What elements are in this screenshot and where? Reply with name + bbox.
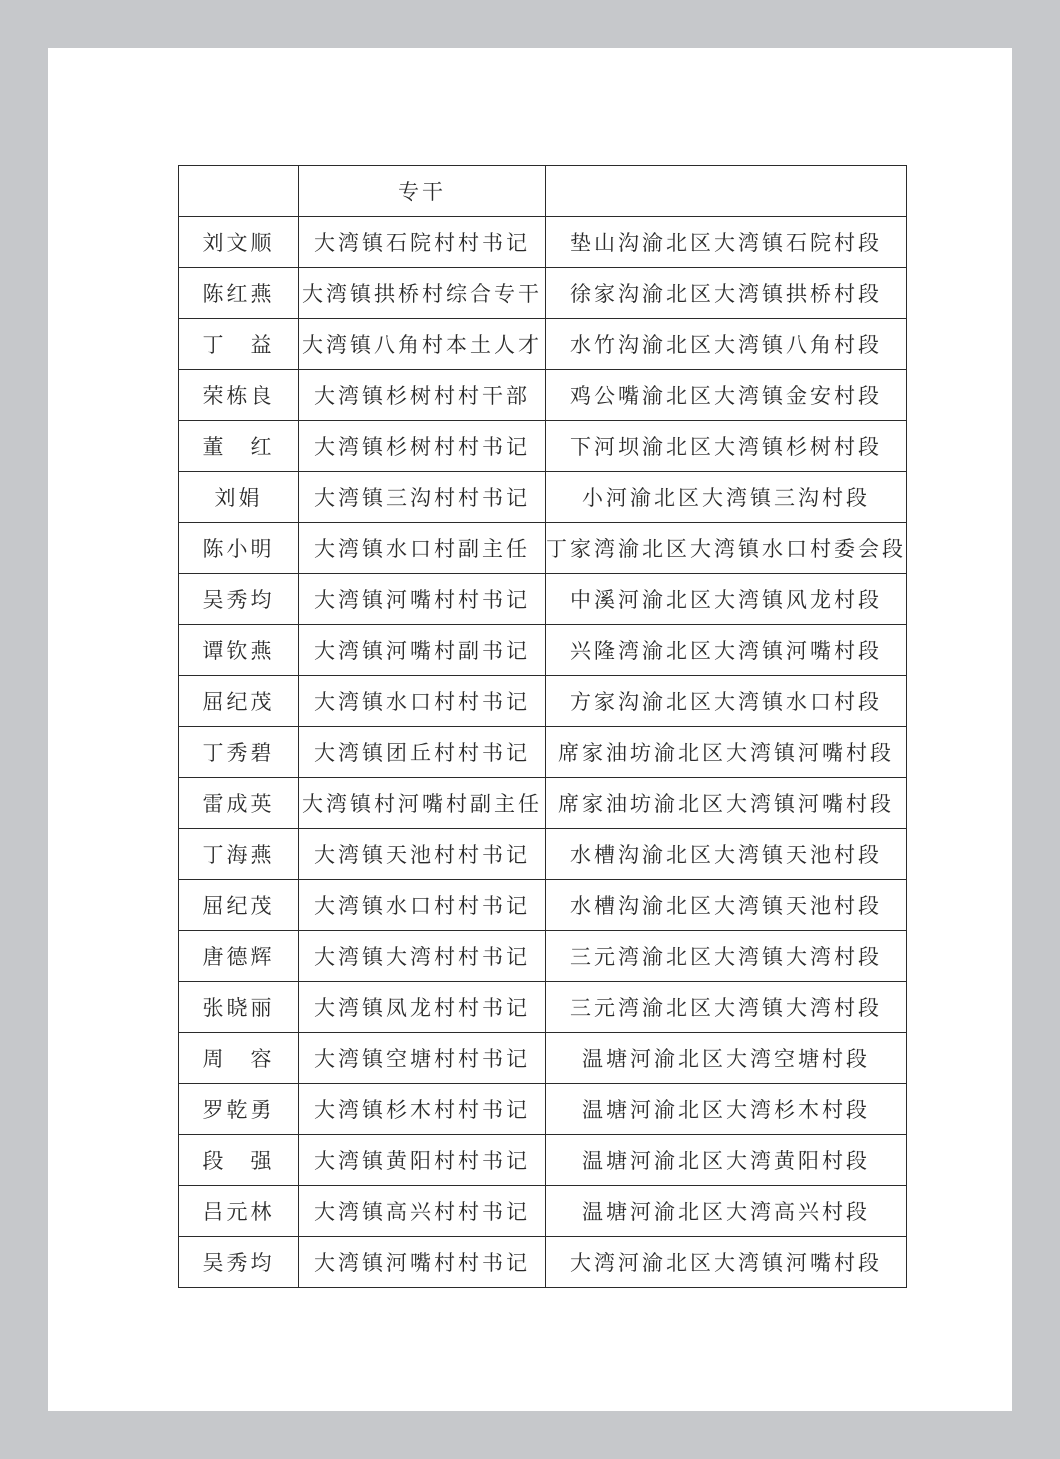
- name-cell: 唐德辉: [179, 931, 299, 982]
- table-row: [179, 727, 907, 778]
- role-cell: 大湾镇河嘴村村书记: [299, 1237, 546, 1288]
- location-cell: 三元湾渝北区大湾镇大湾村段: [546, 982, 907, 1033]
- document-page: [48, 48, 1012, 1411]
- role-cell: 大湾镇水口村村书记: [299, 676, 546, 727]
- table-row: [179, 829, 907, 880]
- role-cell: 大湾镇高兴村村书记: [299, 1186, 546, 1237]
- role-cell: 大湾镇杉树村村干部: [299, 370, 546, 421]
- roster-table: [178, 165, 907, 1288]
- role-cell: 大湾镇河嘴村村书记: [299, 574, 546, 625]
- name-cell: 刘娟: [179, 472, 299, 523]
- location-cell: 温塘河渝北区大湾黄阳村段: [546, 1135, 907, 1186]
- table-row: [179, 1084, 907, 1135]
- table-row: [179, 523, 907, 574]
- name-cell: 丁海燕: [179, 829, 299, 880]
- role-cell: 大湾镇杉木村村书记: [299, 1084, 546, 1135]
- name-cell: 吴秀均: [179, 574, 299, 625]
- location-cell: 鸡公嘴渝北区大湾镇金安村段: [546, 370, 907, 421]
- location-cell: [546, 166, 907, 217]
- table-row-continued: [179, 166, 907, 217]
- location-cell: 小河渝北区大湾镇三沟村段: [546, 472, 907, 523]
- location-cell: 席家油坊渝北区大湾镇河嘴村段: [546, 727, 907, 778]
- role-cell: 大湾镇水口村副主任: [299, 523, 546, 574]
- table-row: [179, 1237, 907, 1288]
- location-cell: 水槽沟渝北区大湾镇天池村段: [546, 880, 907, 931]
- name-cell: 周 容: [179, 1033, 299, 1084]
- name-cell: 谭钦燕: [179, 625, 299, 676]
- table-row: [179, 982, 907, 1033]
- location-cell: 下河坝渝北区大湾镇杉树村段: [546, 421, 907, 472]
- name-cell: 陈红燕: [179, 268, 299, 319]
- name-cell: 张晓丽: [179, 982, 299, 1033]
- role-cell: 大湾镇拱桥村综合专干: [299, 268, 546, 319]
- location-cell: 席家油坊渝北区大湾镇河嘴村段: [546, 778, 907, 829]
- role-cell: 大湾镇三沟村村书记: [299, 472, 546, 523]
- table-row: [179, 472, 907, 523]
- table-row: [179, 778, 907, 829]
- role-cell: 大湾镇天池村村书记: [299, 829, 546, 880]
- location-cell: 温塘河渝北区大湾杉木村段: [546, 1084, 907, 1135]
- name-cell: 吴秀均: [179, 1237, 299, 1288]
- name-cell: 吕元林: [179, 1186, 299, 1237]
- name-cell: 荣栋良: [179, 370, 299, 421]
- table-row: [179, 217, 907, 268]
- table-row: [179, 319, 907, 370]
- role-cell: 大湾镇水口村村书记: [299, 880, 546, 931]
- table-row: [179, 880, 907, 931]
- name-cell: 陈小明: [179, 523, 299, 574]
- role-cell: 大湾镇凤龙村村书记: [299, 982, 546, 1033]
- table-row: [179, 268, 907, 319]
- name-cell: 刘文顺: [179, 217, 299, 268]
- role-cell: 大湾镇空塘村村书记: [299, 1033, 546, 1084]
- location-cell: 丁家湾渝北区大湾镇水口村委会段: [546, 523, 907, 574]
- location-cell: 水竹沟渝北区大湾镇八角村段: [546, 319, 907, 370]
- name-cell: 雷成英: [179, 778, 299, 829]
- location-cell: 中溪河渝北区大湾镇风龙村段: [546, 574, 907, 625]
- location-cell: 徐家沟渝北区大湾镇拱桥村段: [546, 268, 907, 319]
- role-cell: 大湾镇石院村村书记: [299, 217, 546, 268]
- table-row: [179, 574, 907, 625]
- location-cell: 兴隆湾渝北区大湾镇河嘴村段: [546, 625, 907, 676]
- location-cell: 三元湾渝北区大湾镇大湾村段: [546, 931, 907, 982]
- location-cell: 温塘河渝北区大湾空塘村段: [546, 1033, 907, 1084]
- name-cell: 屈纪茂: [179, 880, 299, 931]
- table-row: [179, 1033, 907, 1084]
- location-cell: 垫山沟渝北区大湾镇石院村段: [546, 217, 907, 268]
- name-cell: 段 强: [179, 1135, 299, 1186]
- name-cell: 董 红: [179, 421, 299, 472]
- roster-table-body: [179, 166, 907, 1288]
- name-cell: 罗乾勇: [179, 1084, 299, 1135]
- role-cell: 大湾镇大湾村村书记: [299, 931, 546, 982]
- table-row: [179, 421, 907, 472]
- table-row: [179, 931, 907, 982]
- role-cell: 大湾镇河嘴村副书记: [299, 625, 546, 676]
- location-cell: 方家沟渝北区大湾镇水口村段: [546, 676, 907, 727]
- table-row: [179, 676, 907, 727]
- table-row: [179, 1186, 907, 1237]
- role-cell: 大湾镇八角村本土人才: [299, 319, 546, 370]
- name-cell: [179, 166, 299, 217]
- name-cell: 丁秀碧: [179, 727, 299, 778]
- name-cell: 屈纪茂: [179, 676, 299, 727]
- table-row: [179, 370, 907, 421]
- location-cell: 水槽沟渝北区大湾镇天池村段: [546, 829, 907, 880]
- role-cell: 大湾镇黄阳村村书记: [299, 1135, 546, 1186]
- name-cell: 丁 益: [179, 319, 299, 370]
- role-cell: 专干: [299, 166, 546, 217]
- role-cell: 大湾镇杉树村村书记: [299, 421, 546, 472]
- table-row: [179, 1135, 907, 1186]
- location-cell: 温塘河渝北区大湾高兴村段: [546, 1186, 907, 1237]
- table-row: [179, 625, 907, 676]
- location-cell: 大湾河渝北区大湾镇河嘴村段: [546, 1237, 907, 1288]
- role-cell: 大湾镇团丘村村书记: [299, 727, 546, 778]
- role-cell: 大湾镇村河嘴村副主任: [299, 778, 546, 829]
